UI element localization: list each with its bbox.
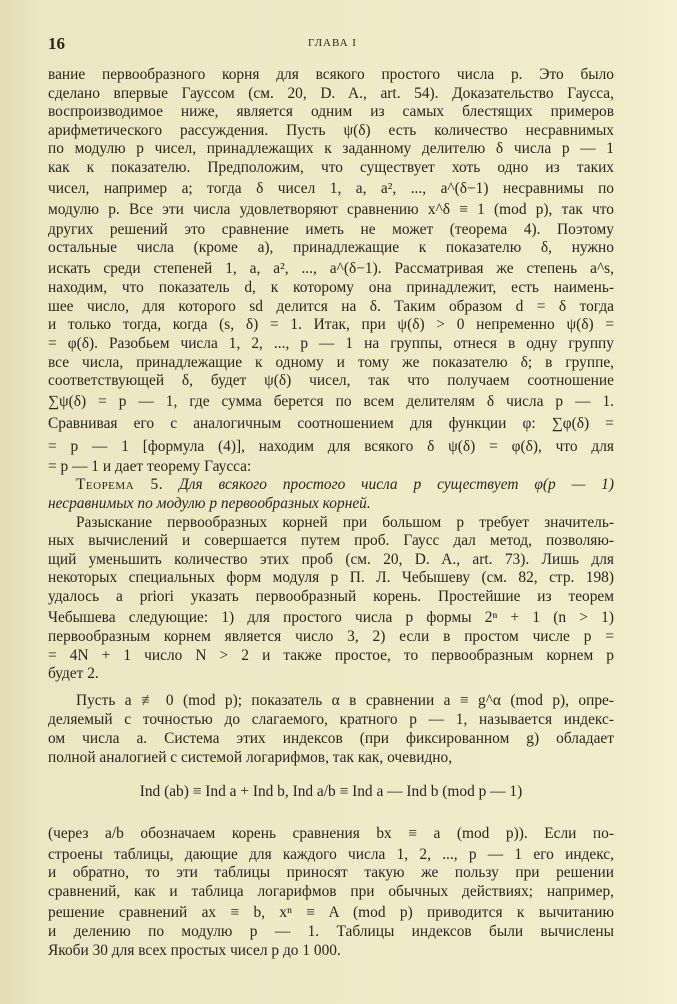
text-line: = p — 1 [формула (4)], находим для всякого δ ψ(δ) = φ(δ), что для: [48, 438, 614, 456]
text-line: находим, что показатель d, к которому она принадлежит, есть наимень-: [48, 279, 614, 297]
text-line: сделано впервые Гауссом (см. 20, D. A., art. 54). Доказательство Гаусса,: [48, 84, 614, 102]
theorem-label: Теорема 5.: [76, 476, 164, 494]
text-line: и обратно, то эти таблицы приносят такую же пользу при решении: [48, 864, 614, 882]
text-line: щий уменьшить количество этих проб (см. 20, D. A., art. 73). Лишь для: [48, 550, 614, 568]
paragraph: [48, 66, 614, 476]
text-line: по модулю p чисел, принадлежащих к заданному делителю δ числа p — 1: [48, 140, 614, 158]
text-line: и только тогда, когда (s, δ) = 1. Итак, при ψ(δ) > 0 непременно ψ(δ) =: [48, 316, 614, 334]
text-line: некоторых специальных форм модуля p П. Л. Чебышеву (см. 82, стр. 198): [48, 569, 614, 587]
paragraph: [48, 514, 614, 684]
text-line: сравнений, как и таблица логарифмов при обычных действиях; например,: [48, 882, 614, 900]
text-line: будет 2.: [48, 665, 99, 683]
text-line: полной аналогией с системой логарифмов, так как, очевидно,: [48, 748, 453, 766]
text-line: и делению по модулю p — 1. Таблицы индексов были вычислены: [48, 923, 614, 940]
text-line: чисел, например a; тогда δ чисел 1, a, a², ..., a^(δ−1) несравнимы по: [48, 179, 614, 197]
text-line: как к показателю. Предположим, что существует хоть одно из таких: [48, 158, 614, 176]
theorem-line: несравнимых по модулю p первообразных корней.: [48, 495, 371, 512]
theorem: [48, 476, 614, 513]
text-line: искать среди степеней 1, a, a², ..., a^(δ−1). Рассматривая же степень a^s,: [48, 259, 614, 277]
text-line: Сравнивая его с аналогичным соотношением для функции φ: ∑φ(δ) =: [48, 415, 614, 433]
display-formula: Ind (ab) ≡ Ind a + Ind b, Ind a/b ≡ Ind a — Ind b (mod p — 1): [139, 783, 523, 801]
text-line: арифметического рассуждения. Пусть ψ(δ) есть количество несравнимых: [48, 121, 614, 139]
theorem-line: [48, 476, 614, 495]
text-line: Пусть a ≢ 0 (mod p); показатель α в сравнении a ≡ g^α (mod p), опре-: [76, 691, 614, 709]
paragraph: [48, 690, 614, 767]
text-line: деляемый с точностью до слагаемого, кратного p — 1, называется индекс-: [48, 711, 614, 729]
text-line: Якоби 30 для всех простых чисел p до 1 000.: [48, 941, 341, 959]
text-line: ом числа a. Система этих индексов (при фиксированном g) обладает: [48, 729, 614, 747]
page-number: 16: [48, 34, 65, 53]
text-line: первообразным корнем является число 3, 2) если в простом числе p =: [48, 628, 614, 646]
text-line: остальные числа (кроме a), принадлежащие к показателю δ, нужно: [48, 239, 614, 257]
text-line: воспроизводимое ниже, является одним из самых блестящих примеров: [48, 103, 614, 121]
text-line: строены таблицы, дающие для каждого числа 1, 2, ..., p — 1 его индекс,: [48, 845, 614, 863]
text-line: решение сравнений ax ≡ b, xⁿ ≡ A (mod p) приводится к вычитанию: [48, 903, 614, 921]
text-line: Чебышева следующие: 1) для простого числа p формы 2ⁿ + 1 (n > 1): [48, 608, 614, 626]
body-text: [48, 66, 614, 960]
text-line: соответствующей δ, будет ψ(δ) чисел, так что получаем соотношение: [48, 372, 614, 390]
paragraph: [48, 822, 614, 960]
running-head: ГЛАВА I: [308, 37, 357, 49]
text-line: шее число, для которого sd делится на δ. Таким образом d = δ тогда: [48, 297, 614, 315]
text-line: все числа, принадлежащие к одному и тому же показателю δ; в группе,: [48, 353, 614, 371]
text-line: удалось a priori указать первообразный корень. Простейшие из теорем: [48, 587, 614, 605]
text-line: модулю p. Все эти числа удовлетворяют сравнению x^δ ≡ 1 (mod p), так что: [48, 201, 614, 219]
text-line: ∑ψ(δ) = p — 1, где сумма берется по всем делителям δ числа p — 1.: [48, 392, 614, 410]
text-line: = p — 1 и дает теорему Гаусса:: [48, 457, 252, 475]
text-line: ных вычислений и совершается путем проб. Гаусс дал метод, позволяю-: [48, 532, 614, 550]
text-line: вание первообразного корня для всякого простого числа p. Это было: [48, 66, 614, 83]
theorem-text: Для всякого простого числа p существует φ(p — 1): [178, 476, 614, 494]
text-line: = φ(δ). Разобьем числа 1, 2, ..., p — 1 на группы, отнеся в одну группу: [48, 335, 614, 353]
text-line: Разыскание первообразных корней при большом p требует значитель-: [76, 513, 614, 531]
text-line: других решений это сравнение иметь не может (теорема 4). Поэтому: [48, 220, 614, 238]
text-line: = 4N + 1 число N > 2 и также простое, то первообразным корнем p: [48, 646, 614, 664]
page-header: [48, 34, 617, 56]
text-line: (через a/b обозначаем корень сравнения bx ≡ a (mod p)). Если по-: [48, 824, 614, 842]
